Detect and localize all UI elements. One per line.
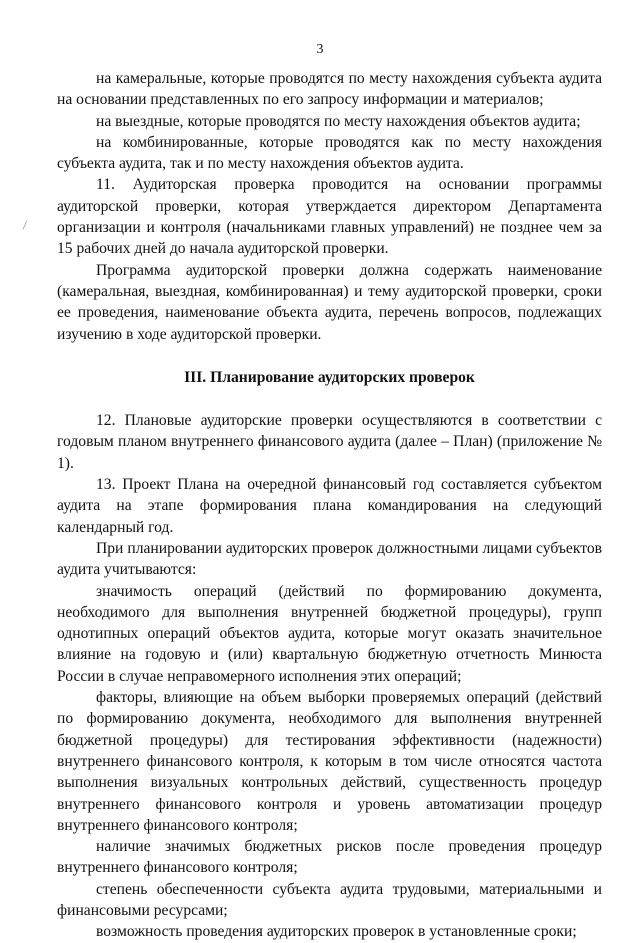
paragraph-item-11: 11. Аудиторская проверка проводится на основании программы аудиторской проверки, которая утверждается директором Департамента организации и контроля (начальниками главных управлений) не позднее чем за 15 рабочих дней до начала аудиторской проверки.	[57, 176, 602, 258]
page-number: 3	[316, 42, 324, 57]
paragraph-factors: факторы, влияющие на объем выборки проверяемых операций (действий по формированию документа, необходимого для выполнения внутренней бюджетной процедуры) для тестирования эффективности (надежности) внутреннего финансового контроля, к которым в том числе относятся частота выполнения визуальных контрольных действий, существенность процедур внутреннего финансового контроля и уровень автоматизации процедур внутреннего финансового контроля;	[57, 689, 602, 834]
paragraph-combined-audit: на комбинированные, которые проводятся как по месту нахождения субъекта аудита, так и по месту нахождения объектов аудита.	[57, 133, 602, 173]
section-heading: III. Планирование аудиторских проверок	[184, 368, 475, 386]
document-body	[57, 68, 602, 943]
paragraph-planning-intro: При планировании аудиторских проверок должностными лицами субъектов аудита учитываются:	[57, 539, 602, 579]
paragraph-deadlines: возможность проведения аудиторских проверок в установленные сроки;	[96, 923, 577, 941]
paragraph-desk-audit: на камеральные, которые проводятся по месту нахождения субъекта аудита на основании представленных по его запросу информации и материалов;	[57, 70, 602, 109]
paragraph-audit-program: Программа аудиторской проверки должна содержать наименование (камеральная, выездная, комбинированная) и тему аудиторской проверки, сроки ее проведения, наименование объекта аудита, перечень вопросов, подлежащих изучению в ходе аудиторской проверки.	[57, 261, 602, 343]
paragraph-resources: степень обеспеченности субъекта аудита трудовыми, материальными и финансовыми ресурсами;	[57, 880, 602, 919]
margin-mark: ⁄	[22, 217, 28, 233]
paragraph-significance: значимость операций (действий по формированию документа, необходимого для выполнения внутренней бюджетной процедуры), групп однотипных операций объектов аудита, которые могут оказать значительное влияние на годовую и (или) квартальную бюджетную отчетность Минюста России в случае неправомерного исполнения этих операций;	[57, 582, 602, 685]
paragraph-item-13: 13. Проект Плана на очередной финансовый год составляется субъектом аудита на этапе формирования плана командирования на следующий календарный год.	[57, 476, 602, 536]
paragraph-risks: наличие значимых бюджетных рисков после проведения процедур внутреннего финансового контроля;	[57, 838, 602, 877]
paragraph-item-12: 12. Плановые аудиторские проверки осуществляются в соответствии с годовым планом внутреннего финансового аудита (далее – План) (приложение № 1).	[57, 412, 602, 472]
paragraph-field-audit: на выездные, которые проводятся по месту нахождения объектов аудита;	[96, 112, 581, 130]
